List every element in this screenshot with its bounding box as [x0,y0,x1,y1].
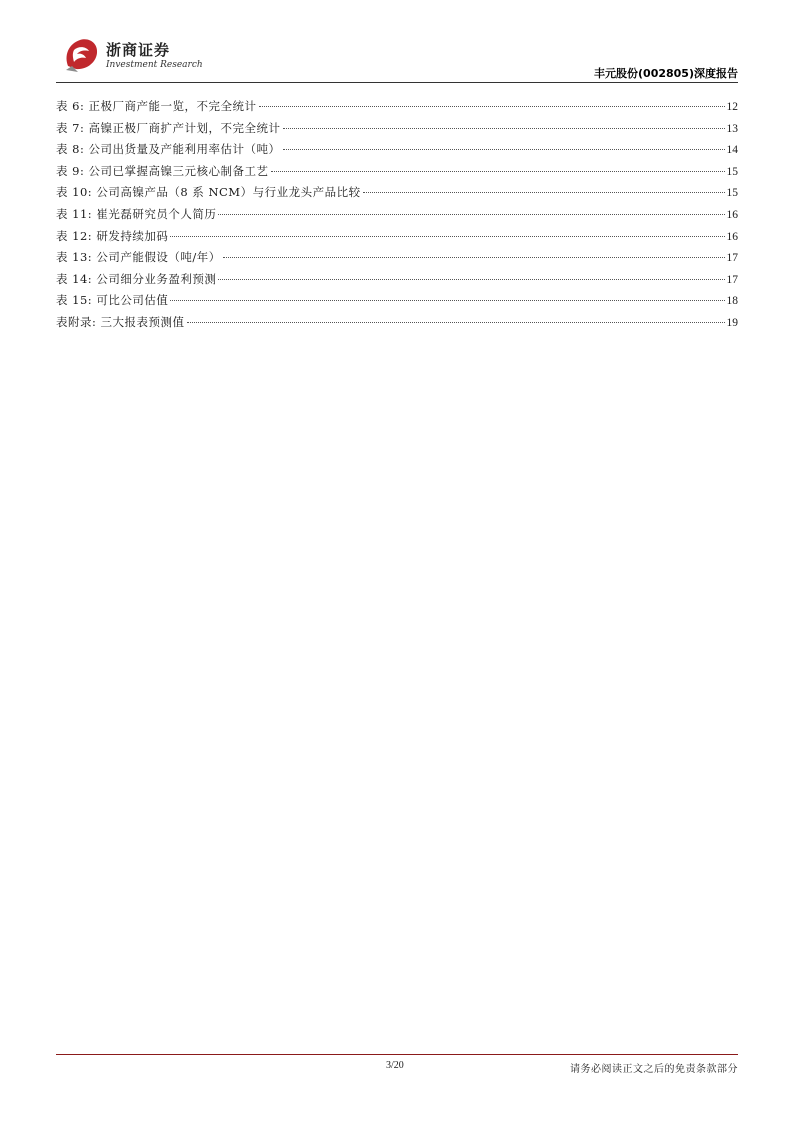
toc-leader-dots [170,236,724,237]
toc-entry-page: 15 [726,165,738,178]
toc-entry-label: 表 15: 可比公司估值 [56,293,169,308]
disclaimer-text: 请务必阅读正文之后的免责条款部分 [570,1064,738,1075]
toc-entry-label: 表 6: 正极厂商产能一览，不完全统计 [56,99,257,113]
toc-entry-page: 16 [726,208,738,221]
toc-entry-page: 15 [726,187,738,200]
toc-entry-label: 表 10: 公司高镍产品（8 系 NCM）与行业龙头产品比较 [56,185,361,200]
toc-entry-label: 表 14: 公司细分业务盈利预测 [56,271,217,286]
toc-entry[interactable] [56,292,738,314]
logo-text-cn: 浙商证券 [106,41,171,59]
toc-entry-label: 表 7: 高镍正极厂商扩产计划，不完全统计 [56,120,281,135]
header-divider [56,82,738,83]
toc-leader-dots [218,214,724,215]
toc-entry-label: 表 9: 公司已掌握高镍三元核心制备工艺 [56,163,269,178]
toc-entry[interactable] [56,98,738,120]
toc-entry[interactable] [56,184,738,206]
toc-entry-label: 表 13: 公司产能假设（吨/年） [56,250,221,265]
toc-entry-page: 17 [726,273,738,286]
company-logo [62,36,203,76]
toc-entry-page: 19 [726,316,738,329]
report-title: 丰元股份(002805)深度报告 [594,67,738,80]
toc-entry[interactable] [56,206,738,228]
logo-text-en: Investment Research [106,60,203,70]
toc-entry-page: 14 [726,144,738,157]
page-number: 3/20 [386,1060,404,1071]
toc-leader-dots [283,128,725,129]
footer-divider [56,1054,738,1055]
toc-entry-label: 表 12: 研发持续加码 [56,228,169,243]
toc-entry-page: 12 [726,101,738,113]
toc-entry[interactable] [56,249,738,271]
toc-leader-dots [363,192,725,193]
table-of-contents [56,98,738,336]
toc-leader-dots [223,257,725,258]
toc-entry-page: 16 [726,230,738,243]
toc-leader-dots [283,149,725,150]
toc-leader-dots [218,279,724,280]
toc-entry[interactable] [56,120,738,142]
toc-entry-page: 17 [726,252,738,265]
toc-entry-label: 表 8: 公司出货量及产能利用率估计（吨） [56,142,281,157]
toc-entry-page: 13 [726,122,738,135]
toc-leader-dots [187,322,725,323]
toc-entry[interactable] [56,271,738,293]
toc-leader-dots [259,106,725,107]
toc-entry-label: 表 11: 崔光磊研究员个人简历 [56,206,217,221]
toc-entry[interactable] [56,163,738,185]
toc-entry-page: 18 [726,295,738,308]
toc-entry-label: 表附录: 三大报表预测值 [56,314,185,329]
page-header [56,34,738,84]
toc-entry[interactable] [56,141,738,163]
toc-entry[interactable] [56,314,738,336]
toc-leader-dots [271,171,725,172]
toc-leader-dots [170,300,724,301]
toc-entry[interactable] [56,228,738,250]
logo-mark-icon [62,36,100,74]
